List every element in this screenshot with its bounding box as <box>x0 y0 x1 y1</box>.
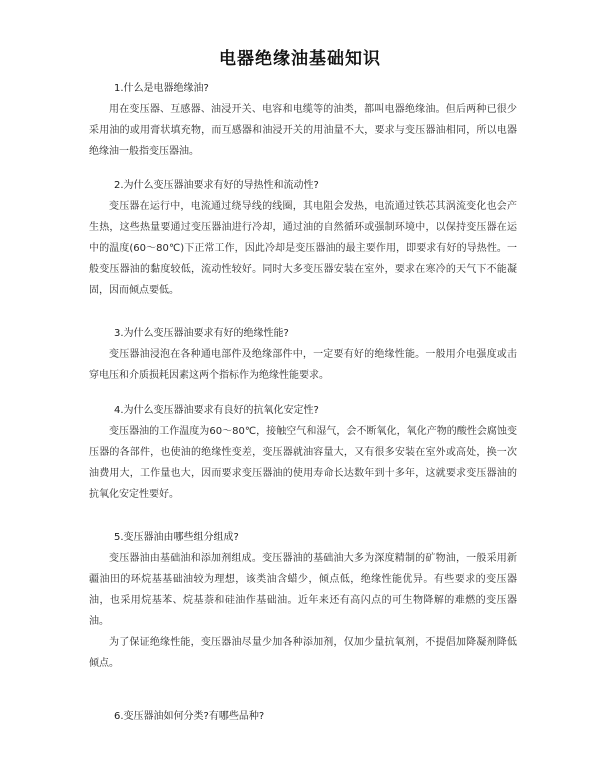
document-title: 电器绝缘油基础知识 <box>219 49 381 69</box>
question-6: 6.变压器油如何分类?有哪些品种? <box>114 711 265 722</box>
section-1 <box>89 78 517 162</box>
answer-2-paragraph-1: 变压器在运行中，电流通过绕导线的线圈，其电阻会发热，电流通过铁芯其涡流变化也会产生热，这些热量要通过变压器油进行冷却，通过油的自然循环或强制环境中，以保持变压器在运中的温度(60～80℃)下正常工作，因此冷却是变压器油的最主要作用，即要求有好的导热性。一般变压器油的黏度较低，流动性较好。同时大多变压器安装在室外，要求在寒冷的天气下不能凝固，因而倾点要低。 <box>89 201 517 296</box>
answer-5-paragraph-1: 变压器油由基础油和添加剂组成。变压器油的基础油大多为深度精制的矿物油，一般采用新疆油田的环烷基基础油较为理想，该类油含蜡少，倾点低，绝缘性能优异。有些要求的变压器油，也采用烷基苯、烷基萘和硅油作基础油。近年来还有高闪点的可生物降解的难燃的变压器油。 <box>89 553 517 627</box>
section-4 <box>89 400 517 505</box>
section-3 <box>89 323 517 386</box>
question-3: 3.为什么变压器油要求有好的绝缘性能? <box>114 328 289 339</box>
answer-5-paragraph-2: 为了保证绝缘性能，变压器油尽量少加各种添加剂，仅加少量抗氧剂，不提倡加降凝剂降低倾点。 <box>89 637 517 669</box>
question-5: 5.变压器油由哪些组分组成? <box>114 532 239 543</box>
section-6 <box>89 706 517 727</box>
question-2: 2.为什么变压器油要求有好的导热性和流动性? <box>114 180 319 191</box>
question-1: 1.什么是电器绝缘油? <box>114 83 209 94</box>
question-4: 4.为什么变压器油要求有良好的抗氧化安定性? <box>114 405 319 416</box>
answer-1-paragraph-1: 用在变压器、互感器、油浸开关、电容和电缆等的油类，都叫电器绝缘油。但后两种已很少采用油的或用膏状填充物，而互感器和油浸开关的用油量不大，要求与变压器油相同，所以电器绝缘油一般指变压器油。 <box>89 104 517 157</box>
section-5 <box>89 527 517 674</box>
section-2 <box>89 175 517 301</box>
answer-4-paragraph-1: 变压器油的工作温度为60～80℃，接触空气和湿气，会不断氧化，氧化产物的酸性会腐蚀变压器的各部件，也使油的绝缘性变差，变压器就油容量大，又有很多安装在室外或高处，换一次油费用大，工作量也大，因而要求变压器油的使用寿命长达数年到十多年，这就要求变压器油的抗氧化安定性要好。 <box>89 426 517 500</box>
answer-3-paragraph-1: 变压器油浸泡在各种通电部件及绝缘部件中，一定要有好的绝缘性能。一般用介电强度或击穿电压和介质损耗因素这两个指标作为绝缘性能要求。 <box>89 349 517 381</box>
